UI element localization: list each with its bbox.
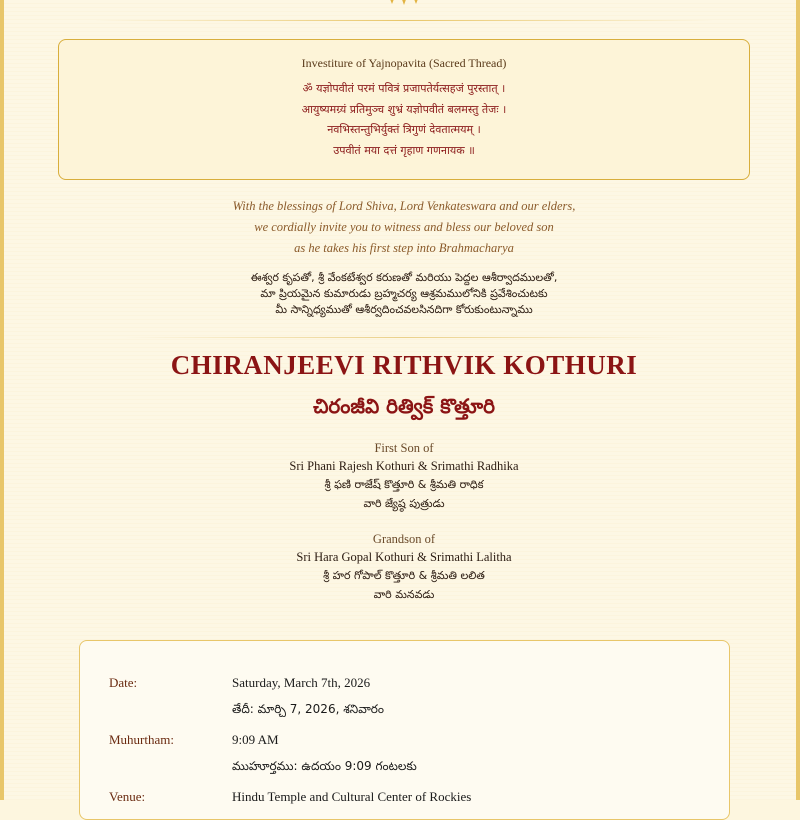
parents-telugu: శ్రీ ఫణి రాజేష్ కొత్తూరి & శ్రీమతి రాధిక [324, 478, 484, 491]
mantra-line: ॐ यज्ञोपवीतं परमं पवित्रं प्रजापतेर्यत्सहजं पुरस्तात् । [302, 82, 506, 95]
date-telugu: తేదీ: మార్చి 7, 2026, శనివారం [232, 702, 385, 716]
mantra-line: आयुष्यमग्र्यं प्रतिमुञ्च शुभ्रं यज्ञोपवीतं बलमस्तु तेजः । [301, 102, 507, 116]
mantra-title: Investiture of Yajnopavita (Sacred Thread) [301, 56, 507, 70]
mantra-line: उपवीतं मया दत्तं गृहाण गणनायक ॥ [333, 143, 475, 157]
son-of-label: First Son of [374, 441, 434, 455]
muhurtham-telugu: ముహూర్తము: ఉదయం 9:09 గంటలకు [232, 759, 417, 773]
blessing-telugu-line: ఈశ్వర కృపతో, శ్రీ వేంకటేశ్వర కరుణతో మరియు పెద్దల ఆశీర్వాదములతో, [250, 271, 558, 284]
muhurtham-label: Muhurtham: [109, 732, 174, 747]
blessing-telugu-line: మీ సాన్నిధ్యముతో ఆశీర్వదించవలసినదిగా కోరుకుంటున్నాము [275, 303, 533, 316]
grandson-relation-telugu: వారి మనవడు [373, 588, 435, 601]
mantra-box [58, 39, 750, 180]
venue-label: Venue: [109, 789, 146, 804]
grandson-of-label: Grandson of [372, 532, 436, 546]
blessing-english-line: we cordially invite you to witness and bless our beloved son [254, 220, 554, 234]
blessing-telugu-line: మా ప్రియమైన కుమారుడు బ్రహ్మచర్య ఆశ్రమములోనికి ప్రవేశించుటకు [260, 287, 548, 300]
top-ornament-icon [382, 0, 426, 6]
honoree-name-english: CHIRANJEEVI RITHVIK KOTHURI [170, 350, 638, 380]
mantra-line: नवभिस्तन्तुभिर्युक्तं त्रिगुणं देवतात्मयम् । [327, 123, 481, 136]
top-divider [94, 20, 714, 21]
son-relation-telugu: వారి జ్యేష్ఠ పుత్రుడు [363, 497, 445, 510]
venue-english: Hindu Temple and Cultural Center of Rockies [232, 789, 472, 804]
event-details-box [79, 640, 730, 820]
grandson-of-section [4, 531, 800, 604]
blessing-english-line: as he takes his first step into Brahmacharya [294, 241, 514, 255]
grandparents-telugu: శ్రీ హర గోపాల్ కొత్తూరి & శ్రీమతి లలిత [323, 569, 485, 582]
blessing-english-line: With the blessings of Lord Shiva, Lord Venkateswara and our elders, [232, 199, 576, 213]
blessing-english [4, 196, 800, 259]
son-of-section [4, 440, 800, 513]
parents-english: Sri Phani Rajesh Kothuri & Srimathi Radhika [289, 459, 519, 473]
grandparents-english: Sri Hara Gopal Kothuri & Srimathi Lalitha [296, 550, 512, 564]
mantra-lines [59, 79, 749, 161]
middle-divider [124, 337, 684, 338]
honoree-name-telugu: చిరంజీవి రిత్విక్ కొత్తూరి [313, 394, 495, 418]
date-english: Saturday, March 7th, 2026 [232, 675, 371, 690]
blessing-telugu [4, 270, 800, 318]
date-label: Date: [109, 675, 138, 690]
muhurtham-english: 9:09 AM [232, 732, 279, 747]
